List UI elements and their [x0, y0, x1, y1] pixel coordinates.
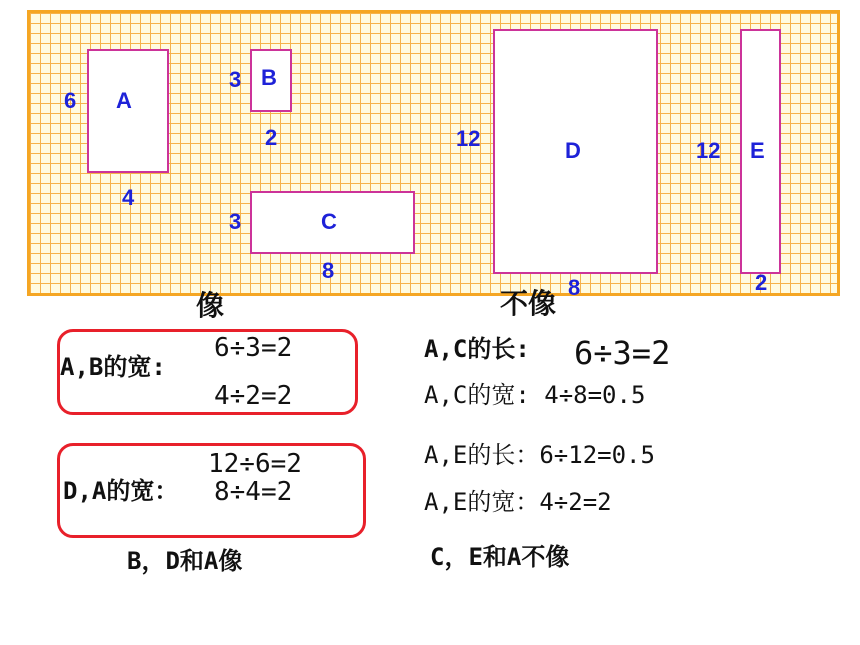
ac-length-label: A,C的长:: [424, 335, 530, 363]
header-similar: 像: [196, 289, 225, 322]
rect-b-name: B: [261, 65, 277, 90]
rect-d-name: D: [565, 138, 581, 163]
header-not-similar: 不像: [500, 287, 557, 320]
rect-c-height: 3: [229, 209, 242, 234]
ae-length-line: A,E的长：6÷12=0.5: [424, 441, 655, 469]
rect-c-width: 8: [322, 258, 335, 283]
not-similar-conclusion: C，E和A不像: [430, 543, 570, 571]
ab-width-calc-2: 4÷2=2: [214, 381, 293, 411]
rect-d-height: 12: [456, 126, 481, 151]
rect-c-name: C: [321, 209, 337, 234]
ab-width-calc-1: 6÷3=2: [214, 333, 293, 363]
similar-conclusion: B，D和A像: [127, 547, 243, 575]
rect-e-height: 12: [696, 138, 721, 163]
ac-length-calc: 6÷3=2: [574, 334, 671, 372]
da-width-calc: 8÷4=2: [214, 477, 293, 507]
rect-e-name: E: [750, 138, 765, 163]
ab-width-label: A,B的宽:: [60, 353, 166, 381]
ae-width-line: A,E的宽：4÷2=2: [424, 488, 612, 516]
rect-a-height: 6: [64, 88, 77, 113]
rect-e-width: 2: [755, 270, 768, 295]
da-width-label: D,A的宽：: [63, 477, 179, 505]
rect-b-height: 3: [229, 67, 242, 92]
da-calc-1: 12÷6=2: [208, 449, 302, 479]
rect-d-width: 8: [568, 275, 581, 300]
rect-a-name: A: [116, 88, 132, 113]
rect-a-width: 4: [122, 185, 135, 210]
rect-b-width: 2: [265, 125, 278, 150]
ac-width-line: A,C的宽: 4÷8=0.5: [424, 381, 646, 409]
